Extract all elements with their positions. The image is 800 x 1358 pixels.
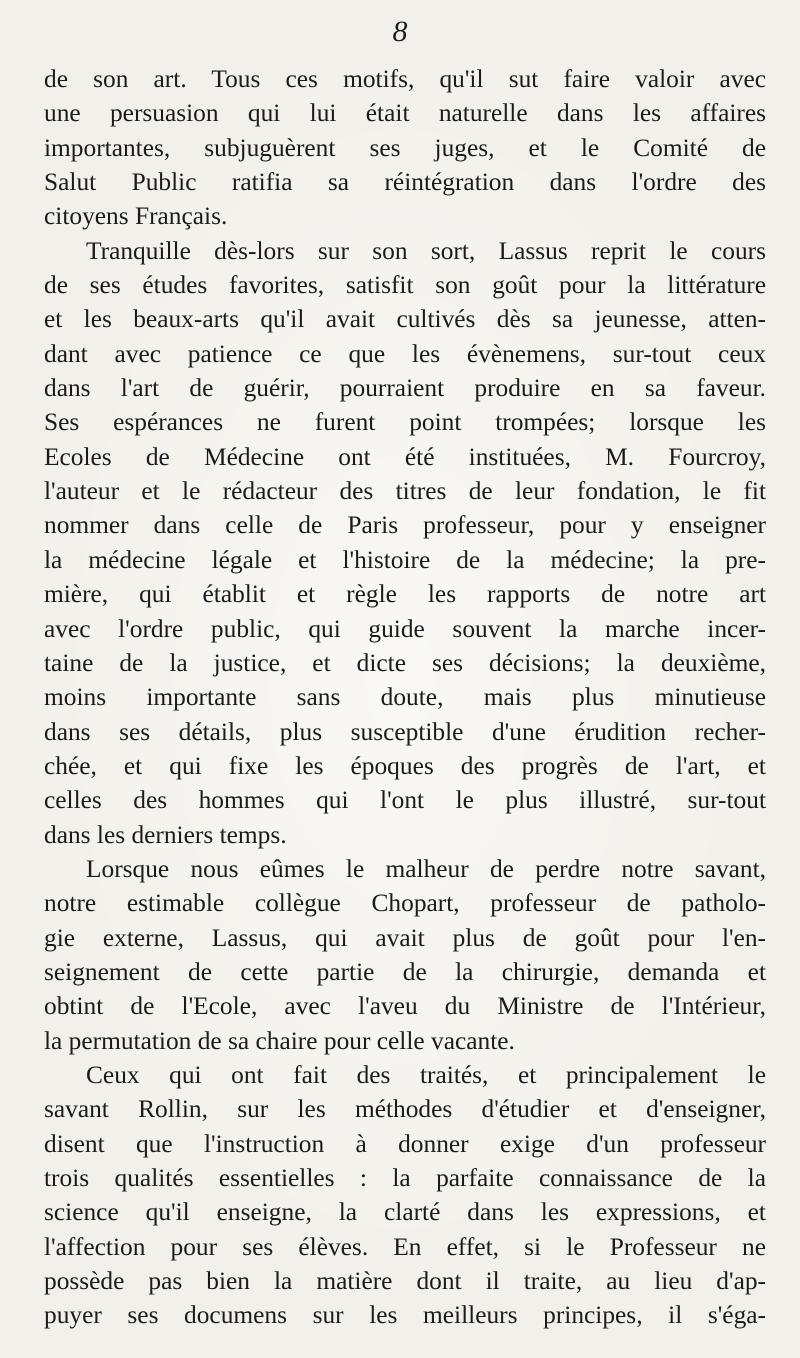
text-line: Ecoles de Médecine ont été instituées, M. Fourcroy,: [44, 442, 766, 471]
text-line: possède pas bien la matière dont il traite, au lieu d'ap-: [44, 1267, 766, 1296]
text-line: chée, et qui fixe les époques des progrès de l'art, et: [44, 751, 766, 780]
text-line: de son art. Tous ces motifs, qu'il sut faire valoir avec: [44, 65, 766, 93]
text-line: taine de la justice, et dicte ses décisions; la deuxième,: [44, 648, 766, 677]
text-line: Salut Public ratifia sa réintégration dans l'ordre des: [44, 168, 766, 197]
text-line: gie externe, Lassus, qui avait plus de goût pour l'en-: [44, 923, 766, 952]
text-line: celles des hommes qui l'ont le plus illustré, sur-tout: [44, 786, 766, 815]
body-text: [44, 62, 766, 1333]
text-line: une persuasion qui lui était naturelle dans les affaires: [44, 99, 766, 128]
text-line: dans les derniers temps.: [44, 820, 287, 849]
text-line: Ceux qui ont fait des traités, et principalement le: [86, 1060, 766, 1089]
text-line: trois qualités essentielles : la parfaite connaissance de la: [44, 1164, 766, 1192]
text-line: nommer dans celle de Paris professeur, pour y enseigner: [44, 511, 766, 540]
text-line: importantes, subjuguèrent ses juges, et le Comité de: [44, 133, 766, 162]
text-line: Ses espérances ne furent point trompées; lorsque les: [44, 408, 766, 437]
text-line: l'auteur et le rédacteur des titres de leur fondation, le fit: [44, 477, 766, 506]
text-line: puyer ses documens sur les meilleurs principes, il s'éga-: [44, 1301, 766, 1330]
text-line: moins importante sans doute, mais plus minutieuse: [44, 683, 766, 712]
text-line: l'affection pour ses élèves. En effet, si le Professeur ne: [44, 1232, 766, 1261]
text-line: Lorsque nous eûmes le malheur de perdre notre savant,: [86, 854, 766, 883]
text-line: obtint de l'Ecole, avec l'aveu du Ministre de l'Intérieur,: [44, 992, 766, 1021]
text-line: savant Rollin, sur les méthodes d'étudier et d'enseigner,: [44, 1095, 766, 1124]
text-line: dans ses détails, plus susceptible d'une érudition recher-: [44, 717, 766, 746]
text-line: science qu'il enseigne, la clarté dans les expressions, et: [44, 1198, 766, 1227]
text-line: citoyens Français.: [44, 202, 228, 231]
text-line: mière, qui établit et règle les rapports de notre art: [44, 580, 766, 609]
text-line: la permutation de sa chaire pour celle vacante.: [44, 1026, 515, 1055]
text-line: Tranquille dès-lors sur son sort, Lassus reprit le cours: [86, 236, 766, 265]
text-line: avec l'ordre public, qui guide souvent la marche incer-: [44, 614, 766, 643]
text-line: dant avec patience ce que les évènemens, sur-tout ceux: [44, 339, 766, 368]
text-line: seignement de cette partie de la chirurgie, demanda et: [44, 957, 766, 986]
text-line: de ses études favorites, satisfit son goût pour la littérature: [44, 271, 766, 300]
text-line: disent que l'instruction à donner exige d'un professeur: [44, 1129, 766, 1158]
text-line: la médecine légale et l'histoire de la médecine; la pre-: [44, 545, 766, 574]
text-line: et les beaux-arts qu'il avait cultivés dès sa jeunesse, atten-: [44, 305, 766, 334]
text-line: dans l'art de guérir, pourraient produire en sa faveur.: [44, 374, 766, 403]
page-number: 8: [392, 15, 408, 48]
text-line: notre estimable collègue Chopart, professeur de patholo-: [44, 889, 766, 918]
